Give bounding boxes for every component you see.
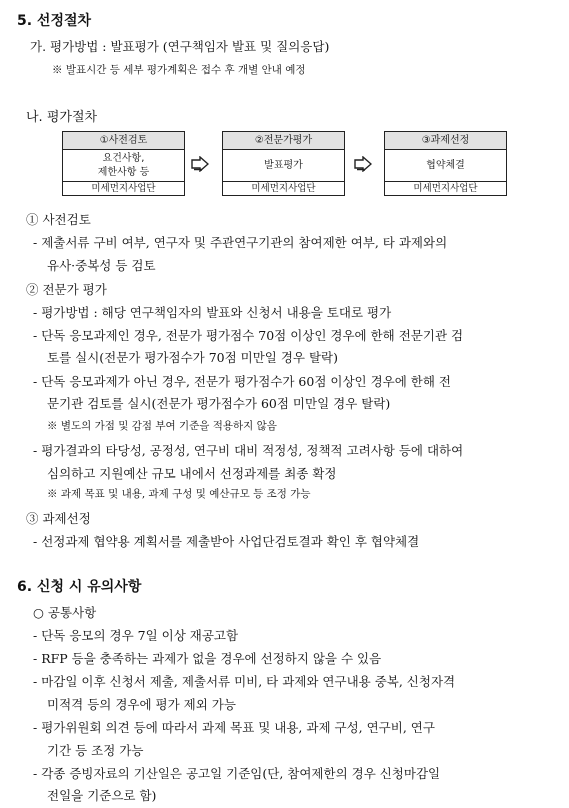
step-2-item: - 평가결과의 타당성, 공정성, 연구비 대비 적정성, 정책적 고려사항 등에 대하여 xyxy=(33,443,464,458)
step-1-title: ① 사전검토 xyxy=(26,212,91,227)
flow-step-owner: 미세먼지사업단 xyxy=(223,181,344,195)
evaluation-method: 가. 평가방법 : 발표평가 (연구책임자 발표 및 질의응답) xyxy=(30,39,330,54)
flow-step-project-selection xyxy=(384,131,507,196)
notice-item: - 마감일 이후 신청서 제출, 제출서류 미비, 타 과제와 연구내용 중복, 신청자격 xyxy=(33,674,456,689)
flow-step-title: ②전문가평가 xyxy=(223,132,344,150)
step-3-item: - 선정과제 협약용 계획서를 제출받아 사업단검토결과 확인 후 협약체결 xyxy=(33,534,420,549)
flow-step-body xyxy=(63,150,184,181)
common-notes-title: ○ 공통사항 xyxy=(33,605,97,620)
right-arrow-icon xyxy=(191,156,209,172)
step-1-line: 유사·중복성 등 검토 xyxy=(47,258,156,273)
step-2-item: - 평가방법 : 해당 연구책임자의 발표와 신청서 내용을 토대로 평가 xyxy=(33,305,392,320)
notice-item: 미적격 등의 경우에 평가 제외 가능 xyxy=(47,697,236,712)
step-2-item: - 단독 응모과제인 경우, 전문가 평가점수 70점 이상인 경우에 한해 전문기관 검 xyxy=(33,328,464,343)
section-5-title: 5. 선정절차 xyxy=(17,13,92,29)
notice-item: 전일을 기준으로 함) xyxy=(47,788,157,803)
evaluation-procedure-title: 나. 평가절차 xyxy=(26,110,98,125)
flow-step-body xyxy=(223,150,344,181)
notice-item: 기간 등 조정 가능 xyxy=(47,743,144,758)
flow-step-title: ③과제선정 xyxy=(385,132,506,150)
step-1-line: - 제출서류 구비 여부, 연구자 및 주관연구기관의 참여제한 여부, 타 과제와의 xyxy=(33,235,448,250)
flow-step-body-line: 제한사항 등 xyxy=(97,166,150,178)
flow-step-pre-review xyxy=(62,131,185,196)
presentation-note: ※ 발표시간 등 세부 평가계획은 접수 후 개별 안내 예정 xyxy=(52,64,306,76)
step-2-title: ② 전문가 평가 xyxy=(26,282,107,297)
right-arrow-icon xyxy=(354,156,372,172)
step-2-item: 토를 실시(전문가 평가점수가 70점 미만일 경우 탈락) xyxy=(47,350,339,365)
flow-step-body-line: 요건사항, xyxy=(102,152,145,164)
flow-step-body-line: 발표평가 xyxy=(264,159,303,171)
step-2-item: 문기관 검토를 실시(전문가 평가점수가 60점 미만일 경우 탈락) xyxy=(47,396,391,411)
flow-step-body-line: 협약체결 xyxy=(426,159,465,171)
notice-item: - 단독 응모의 경우 7일 이상 재공고함 xyxy=(33,628,239,643)
step-2-item: 심의하고 지원예산 규모 내에서 선정과제를 최종 확정 xyxy=(47,466,337,481)
step-3-title: ③ 과제선정 xyxy=(26,511,91,526)
notice-item: - 평가위원회 의견 등에 따라서 과제 목표 및 내용, 과제 구성, 연구비, 연구 xyxy=(33,720,435,735)
step-2-item: - 단독 응모과제가 아닌 경우, 전문가 평가점수가 60점 이상인 경우에 한해 전 xyxy=(33,374,451,389)
flow-step-owner: 미세먼지사업단 xyxy=(63,181,184,195)
flow-step-owner: 미세먼지사업단 xyxy=(385,181,506,195)
step-2-note: ※ 별도의 가점 및 감점 부여 기준을 적용하지 않음 xyxy=(47,420,277,432)
step-2-note: ※ 과제 목표 및 내용, 과제 구성 및 예산규모 등 조정 가능 xyxy=(47,488,311,500)
flow-step-title: ①사전검토 xyxy=(63,132,184,150)
notice-item: - 각종 증빙자료의 기산일은 공고일 기준임(단, 참여제한의 경우 신청마감일 xyxy=(33,766,441,781)
flow-step-body xyxy=(385,150,506,181)
notice-item: - RFP 등을 충족하는 과제가 없을 경우에 선정하지 않을 수 있음 xyxy=(33,651,382,666)
section-6-title: 6. 신청 시 유의사항 xyxy=(17,579,142,595)
flow-step-expert-evaluation xyxy=(222,131,345,196)
